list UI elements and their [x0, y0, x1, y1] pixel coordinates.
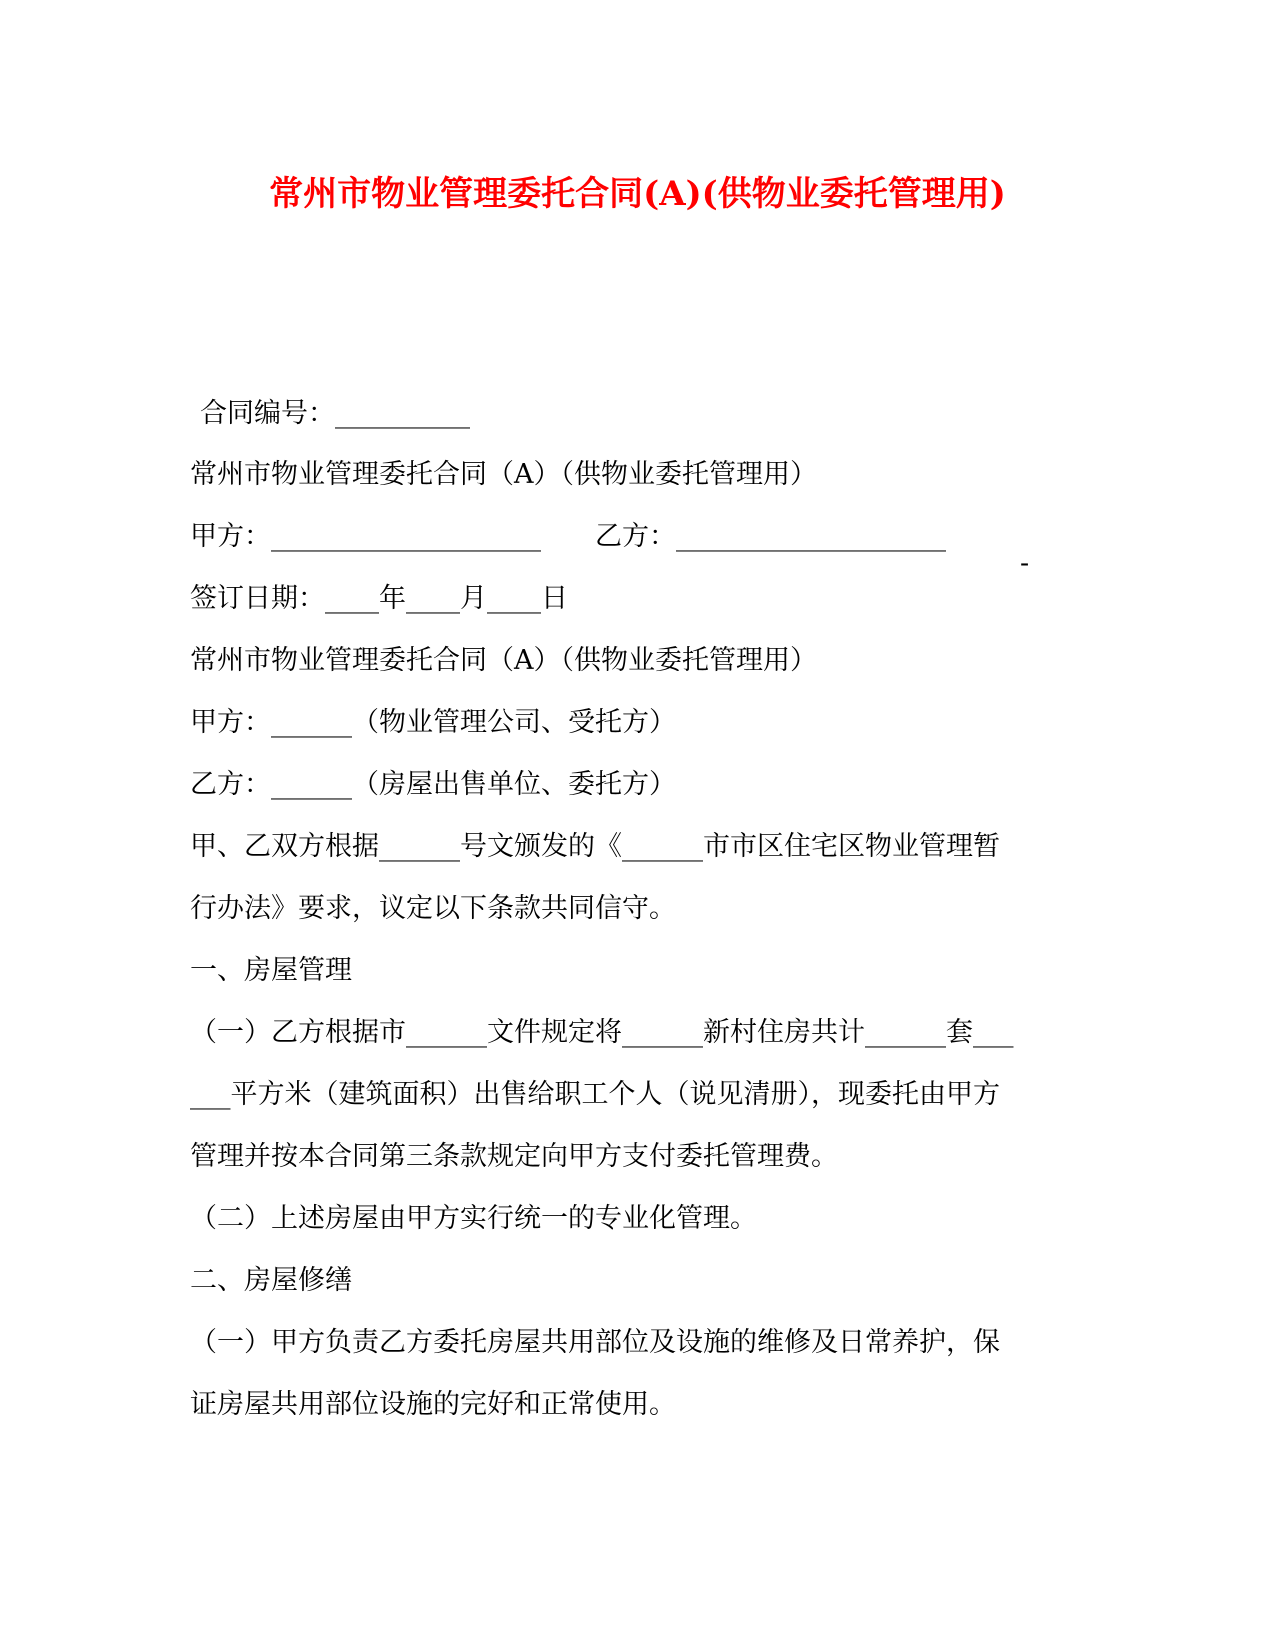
section-1-item-1-line-3: 管理并按本合同第三条款规定向甲方支付委托管理费。	[190, 1141, 838, 1172]
section-2-item-1-line-2: 证房屋共用部位设施的完好和正常使用。	[190, 1389, 676, 1420]
section-1-heading: 一、房屋管理	[190, 955, 352, 986]
sign-date: 签订日期：____年____月____日	[190, 583, 568, 614]
intro-line-2: 行办法》要求，议定以下条款共同信守。	[190, 893, 676, 924]
contract-number: 合同编号：__________	[200, 398, 470, 429]
heading-repeat-1: 常州市物业管理委托合同（A）（供物业委托管理用）	[190, 459, 817, 490]
section-1-item-2: （二）上述房屋由甲方实行统一的专业化管理。	[190, 1203, 757, 1234]
intro-line-1: 甲、乙双方根据______号文颁发的《______市市区住宅区物业管理暂	[190, 831, 1000, 862]
party-a: 甲方：______（物业管理公司、受托方）	[190, 707, 676, 738]
heading-repeat-2: 常州市物业管理委托合同（A）（供物业委托管理用）	[190, 645, 817, 676]
section-1-item-1-line-2: ___平方米（建筑面积）出售给职工个人（说见清册），现委托由甲方	[190, 1079, 1000, 1110]
section-2-item-1-line-1: （一）甲方负责乙方委托房屋共用部位及设施的维修及日常养护，保	[190, 1327, 1000, 1358]
party-b: 乙方：______（房屋出售单位、委托方）	[190, 769, 676, 800]
trailing-dash: -	[1020, 548, 1030, 579]
section-2-heading: 二、房屋修缮	[190, 1265, 352, 1296]
document-title: 常州市物业管理委托合同(A)(供物业委托管理用)	[269, 174, 1006, 214]
parties-line: 甲方：____________________ 乙方：____________________	[190, 521, 946, 552]
section-1-item-1-line-1: （一）乙方根据市______文件规定将______新村住房共计______套___	[190, 1017, 1014, 1048]
